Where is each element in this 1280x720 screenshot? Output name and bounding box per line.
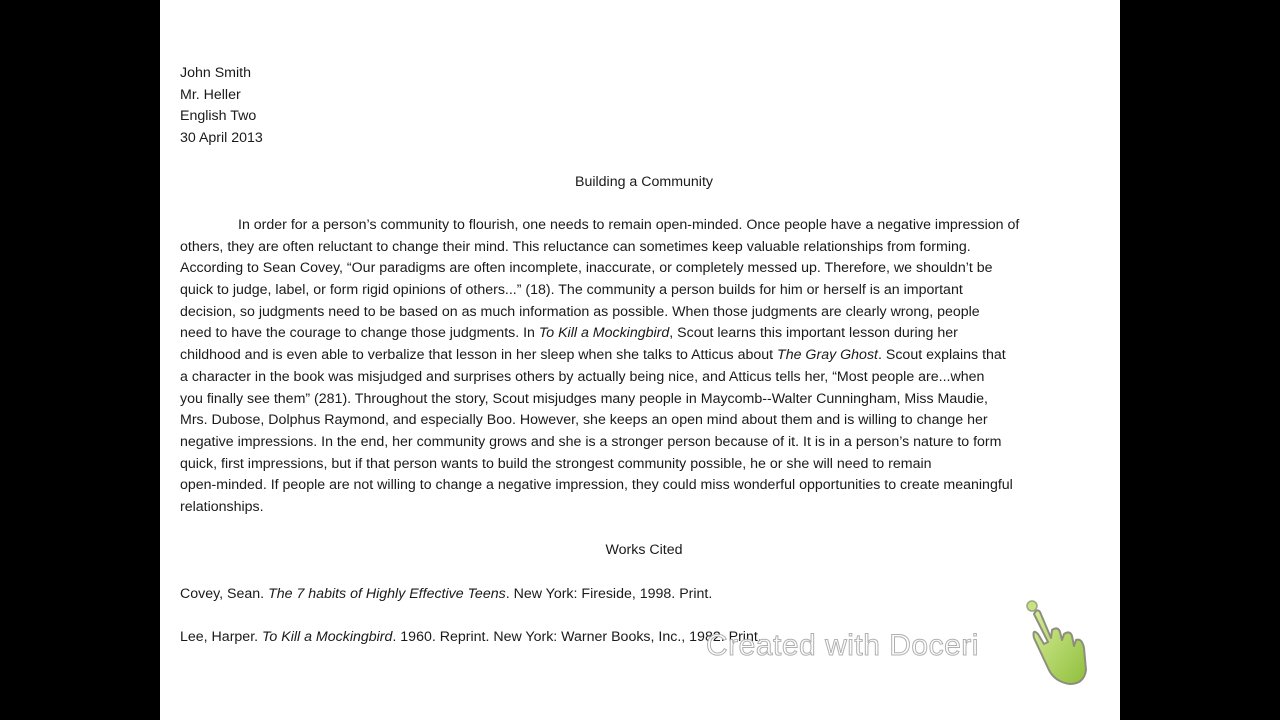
- essay-body: [180, 215, 1108, 519]
- citation-entry: [180, 584, 1108, 606]
- body-line: [180, 410, 1108, 432]
- doceri-hand-icon: [1018, 598, 1090, 692]
- works-cited-title: Works Cited: [605, 542, 683, 559]
- body-line: [180, 237, 1108, 259]
- body-line: [180, 302, 1108, 324]
- body-line: [180, 454, 1108, 476]
- text-run: quick to judge, label, or form rigid opinions of others...” (18). The community a person builds for him or herself is an important: [180, 282, 963, 298]
- text-run: childhood and is even able to verbalize that lesson in her sleep when she talks to Atticus about: [180, 347, 778, 364]
- body-line: [180, 432, 1108, 454]
- text-run: quick, first impressions, but if that person wants to build the strongest community possible, he or she will need to remain: [180, 455, 932, 472]
- text-run: . 1960. Reprint. New York: Warner Books, Inc., 1982. Print.: [392, 629, 762, 646]
- italic-title-text: To Kill a Mockingbird: [262, 629, 393, 646]
- essay-title: Building a Community: [575, 173, 713, 190]
- document-date: 30 April 2013: [180, 130, 263, 147]
- text-run: others, they are often reluctant to change their mind. This reluctance can sometimes keep valuable relationships from forming.: [180, 238, 971, 255]
- text-run: a character in the book was misjudged and surprises others by actually being nice, and Atticus tells her, “Most people are...when: [180, 368, 985, 385]
- text-run: , Scout learns this important lesson during her: [669, 325, 958, 342]
- body-line: [180, 258, 1108, 280]
- body-line: [180, 215, 1108, 237]
- text-run: you finally see them” (281). Throughout the story, Scout misjudges many people in Maycomb--Walter Cunningham, Miss Maudie,: [180, 390, 989, 407]
- italic-title-text: The 7 habits of Highly Effective Teens: [268, 585, 506, 602]
- document-page: [160, 0, 1120, 720]
- text-run: . Scout explains that: [877, 347, 1006, 364]
- text-run: negative impressions. In the end, her community grows and she is a stronger person because of it. It is in a person’s nature to form: [180, 433, 1002, 450]
- italic-title-text: To Kill a Mockingbird: [538, 325, 670, 342]
- text-run: Mrs. Dubose, Dolphus Raymond, and especially Boo. However, she keeps an open mind about them and is willing to change her: [180, 412, 988, 429]
- text-run: In order for a person’s community to flourish, one needs to remain open-minded. Once people have a negative impression of: [238, 216, 1020, 233]
- text-run: need to have the courage to change those judgments. In: [180, 325, 539, 342]
- teacher-name: Mr. Heller: [180, 86, 241, 103]
- document-header: [180, 63, 1108, 150]
- text-run: Covey, Sean.: [180, 585, 269, 602]
- body-line: [180, 367, 1108, 389]
- text-run: Lee, Harper.: [180, 629, 263, 646]
- body-line: [180, 345, 1108, 367]
- text-run: . New York: Fireside, 1998. Print.: [505, 585, 713, 602]
- text-run: According to Sean Covey, “Our paradigms are often incomplete, inaccurate, or completely messed up. Therefore, we shouldn’t be: [180, 260, 993, 277]
- body-line: [180, 497, 1108, 519]
- body-line: [180, 475, 1108, 497]
- text-run: decision, so judgments need to be based on as much information as possible. When those judgments are clearly wrong, people: [180, 303, 980, 320]
- text-run: open-minded. If people are not willing to change a negative impression, they could miss wonderful opportunities to create meaningful: [180, 477, 1013, 494]
- course-name: English Two: [180, 108, 257, 125]
- italic-title-text: The Gray Ghost: [777, 347, 878, 364]
- text-run: relationships.: [180, 499, 264, 516]
- body-line: [180, 280, 1108, 302]
- doceri-watermark-text: Created with Doceri: [706, 629, 979, 662]
- document-content: [180, 63, 1108, 649]
- author-name: John Smith: [180, 65, 251, 81]
- body-line: [180, 323, 1108, 345]
- body-line: [180, 389, 1108, 411]
